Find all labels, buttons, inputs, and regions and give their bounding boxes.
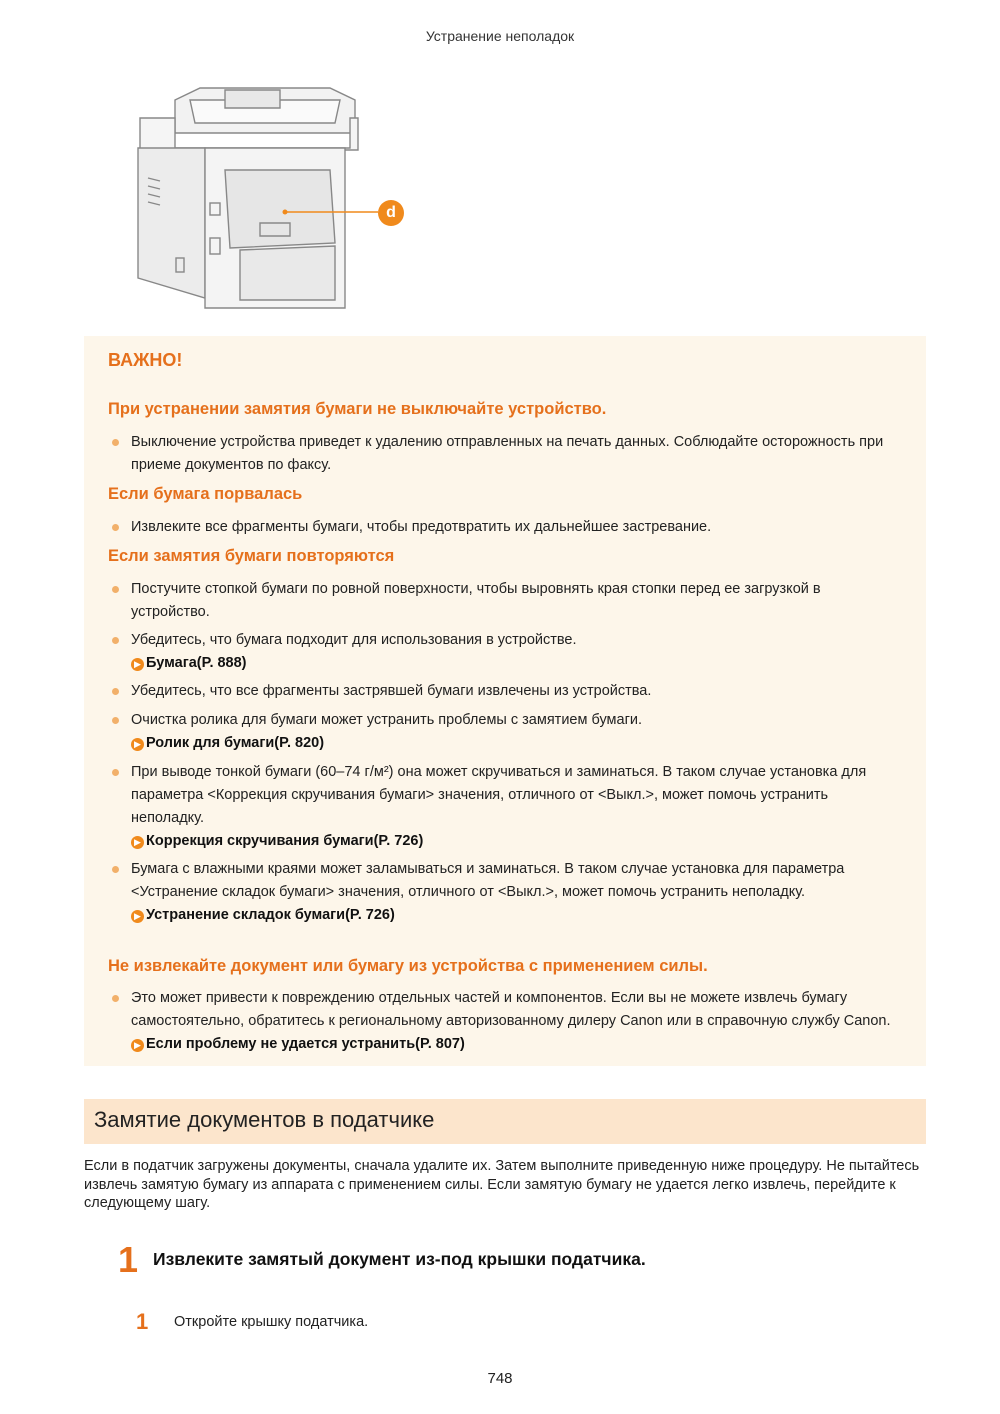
step-text: Извлеките замятый документ из-под крышки податчика. (153, 1249, 646, 1269)
section-header-band (84, 1099, 926, 1144)
bullet-dot-icon (112, 637, 119, 644)
heading-repeated-jams: Если замятия бумаги повторяются (108, 547, 395, 565)
list-item: Бумага с влажными краями может заламываться и заминаться. В таком случае установка для параметра <Устранение складок бумаги> значения, отличного от <Выкл.>, может помочь устранить неполадку. ▶ Устранение складок бумаги(P. 726) (108, 858, 898, 927)
callout-d: d (378, 200, 404, 226)
bullet-dot-icon (112, 439, 119, 446)
list-item: Убедитесь, что бумага подходит для использования в устройстве. ▶ Бумага(P. 888) (108, 629, 898, 675)
list-item: Выключение устройства приведет к удалению отправленных на печать данных. Соблюдайте осторожность при приеме документов по факсу. (108, 431, 898, 477)
list-item: Очистка ролика для бумаги может устранить проблемы с замятием бумаги. ▶ Ролик для бумаги(P. 820) (108, 709, 898, 755)
section-intro: Если в податчик загружены документы, сначала удалите их. Затем выполните приведенную ниже процедуру. Не пытайтесь извлечь замятую бумагу из аппарата с применением силы. Если замятую бумагу не удается легко извлечь, перейдите к следующему шагу. (84, 1158, 920, 1211)
list-item: Это может привести к повреждению отдельных частей и компонентов. Если вы не можете извлечь бумагу самостоятельно, обратитесь к региональному авторизованному дилеру Canon или в справочную службу Canon. ▶ Если проблему не удается устранить(P. 807) (108, 987, 898, 1056)
printer-rear-illustration (130, 78, 420, 318)
bullet-dot-icon (112, 688, 119, 695)
list-item: Извлеките все фрагменты бумаги, чтобы предотвратить их дальнейшее застревание. (108, 516, 898, 539)
link-paper-roller[interactable]: ▶ Ролик для бумаги(P. 820) (131, 732, 898, 755)
list-item: При выводе тонкой бумаги (60–74 г/м²) она может скручиваться и заминаться. В таком случае установка для параметра <Коррекция скручивания бумаги> значения, отличного от <Выкл.>, может помочь устранить неполадку. ▶ Коррекция скручивания бумаги(P. 726) (108, 761, 898, 853)
heading-no-power-off: При устранении замятия бумаги не выключайте устройство. (108, 400, 607, 418)
arrow-right-icon: ▶ (131, 910, 144, 923)
arrow-right-icon: ▶ (131, 1039, 144, 1052)
link-curl-correction[interactable]: ▶ Коррекция скручивания бумаги(P. 726) (131, 830, 898, 853)
arrow-right-icon: ▶ (131, 836, 144, 849)
bullet-dot-icon (112, 586, 119, 593)
section-title: Замятие документов в податчике (94, 1107, 435, 1132)
link-paper[interactable]: ▶ Бумага(P. 888) (131, 652, 898, 675)
arrow-right-icon: ▶ (131, 738, 144, 751)
heading-no-force: Не извлекайте документ или бумагу из устройства с применением силы. (108, 957, 708, 975)
printer-drawing (130, 78, 420, 318)
link-wrinkle-correction[interactable]: ▶ Устранение складок бумаги(P. 726) (131, 904, 898, 927)
bullet-dot-icon (112, 769, 119, 776)
link-cannot-resolve[interactable]: ▶ Если проблему не удается устранить(P. 807) (131, 1036, 465, 1052)
important-title: ВАЖНО! (108, 350, 183, 370)
bullet-dot-icon (112, 995, 119, 1002)
substep-number: 1 (136, 1309, 149, 1334)
bullet-dot-icon (112, 524, 119, 531)
substep-text: Откройте крышку податчика. (174, 1314, 369, 1330)
important-notice-box (84, 336, 926, 1066)
arrow-right-icon: ▶ (131, 658, 144, 671)
page-number: 748 (487, 1370, 513, 1387)
list-item: Убедитесь, что все фрагменты застрявшей бумаги извлечены из устройства. (108, 680, 898, 703)
heading-paper-torn: Если бумага порвалась (108, 485, 303, 503)
bullet-dot-icon (112, 717, 119, 724)
page-header-title: Устранение неполадок (425, 28, 575, 44)
step-number: 1 (118, 1239, 139, 1280)
bullet-dot-icon (112, 866, 119, 873)
list-item: Постучите стопкой бумаги по ровной поверхности, чтобы выровнять края стопки перед ее загрузкой в устройство. (108, 578, 898, 624)
